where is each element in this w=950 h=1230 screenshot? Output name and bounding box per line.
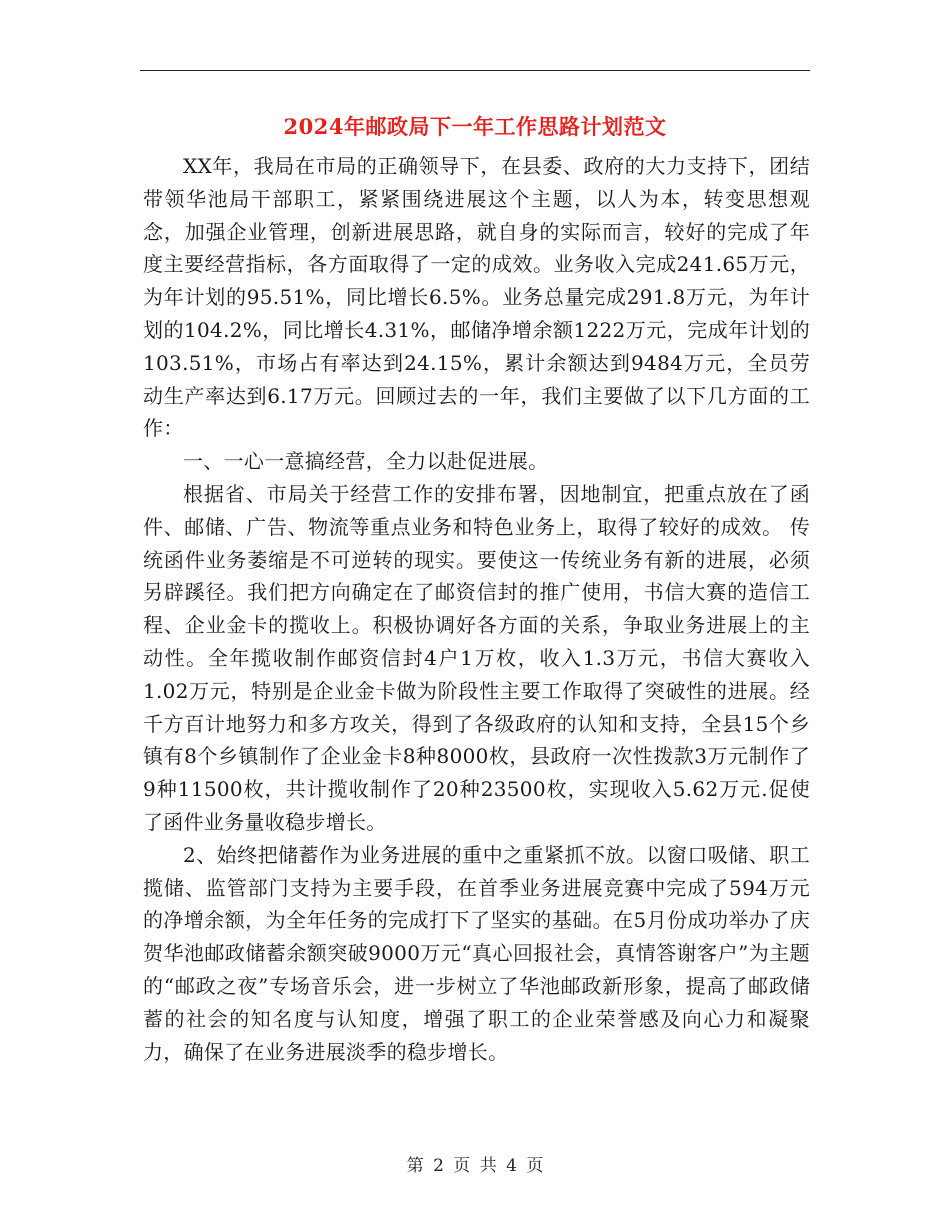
footer-total-word: 共 — [479, 1156, 497, 1176]
document-title: 2024年邮政局下一年工作思路计划范文 — [283, 114, 667, 139]
footer-suffix: 页 — [526, 1156, 544, 1176]
paragraph-mail-business: 根据省、市局关于经营工作的安排布署，因地制宜，把重点放在了函件、邮储、广告、物流等重点业务和特色业务上，取得了较好的成效。 传统函件业务萎缩是不可逆转的现实。要使这一传统业务有新的进展，必须另辟蹊径。我们把方向确定在了邮资信封的推广使用，书信大赛的造信工程、企业金卡的揽收上。积极协调好各方面的关系，争取业务进展上的主动性。全年揽收制作邮资信封4户1万枚，收入1.3万元，书信大赛收入1.02万元，特别是企业金卡做为阶段性主要工作取得了突破性的进展。经千方百计地努力和多方攻关，得到了各级政府的认知和支持，全县15个乡镇有8个乡镇制作了企业金卡8种8000枚，县政府一次性拨款3万元制作了9种11500枚，共计揽收制作了20种23500枚，实现收入5.62万元.促使了函件业务量收稳步增长。 — [143, 481, 810, 834]
paragraph-intro: XX年，我局在市局的正确领导下，在县委、政府的大力支持下，团结带领华池局干部职工，紧紧围绕进展这个主题，以人为本，转变思想观念，加强企业管理，创新进展思路，就自身的实际而言，较好的完成了年度主要经营指标，各方面取得了一定的成效。业务收入完成241.65万元，为年计划的95.51%，同比增长6.5%。业务总量完成291.8万元，为年计划的104.2%，同比增长4.31%，邮储净增余额1222万元，完成年计划的103.51%，市场占有率达到24.15%，累计余额达到9484万元，全员劳动生产率达到6.17万元。回顾过去的一年，我们主要做了以下几方面的工作： — [143, 154, 810, 441]
footer-page-word: 页 — [453, 1156, 471, 1176]
document-body — [143, 150, 810, 1068]
paragraph-savings: 2、始终把储蓄作为业务进展的重中之重紧抓不放。以窗口吸储、职工揽储、监管部门支持为主要手段，在首季业务进展竞赛中完成了594万元的净增余额，为全年任务的完成打下了坚实的基础。在5月份成功举办了庆贺华池邮政储蓄余额突破9000万元“真心回报社会，真情答谢客户”为主题的“邮政之夜”专场音乐会，进一步树立了华池邮政新形象，提高了邮政储蓄的社会的知名度与认知度，增强了职工的企业荣誉感及向心力和凝聚力，确保了在业务进展淡季的稳步增长。 — [143, 842, 810, 1064]
footer-prefix: 第 — [406, 1156, 424, 1176]
footer-total-pages: 4 — [506, 1156, 517, 1176]
page-footer — [0, 1154, 950, 1178]
header-rule — [140, 70, 810, 71]
paragraph-section-heading: 一、一心一意搞经营，全力以赴促进展。 — [183, 449, 549, 474]
footer-page-number: 2 — [433, 1156, 444, 1176]
